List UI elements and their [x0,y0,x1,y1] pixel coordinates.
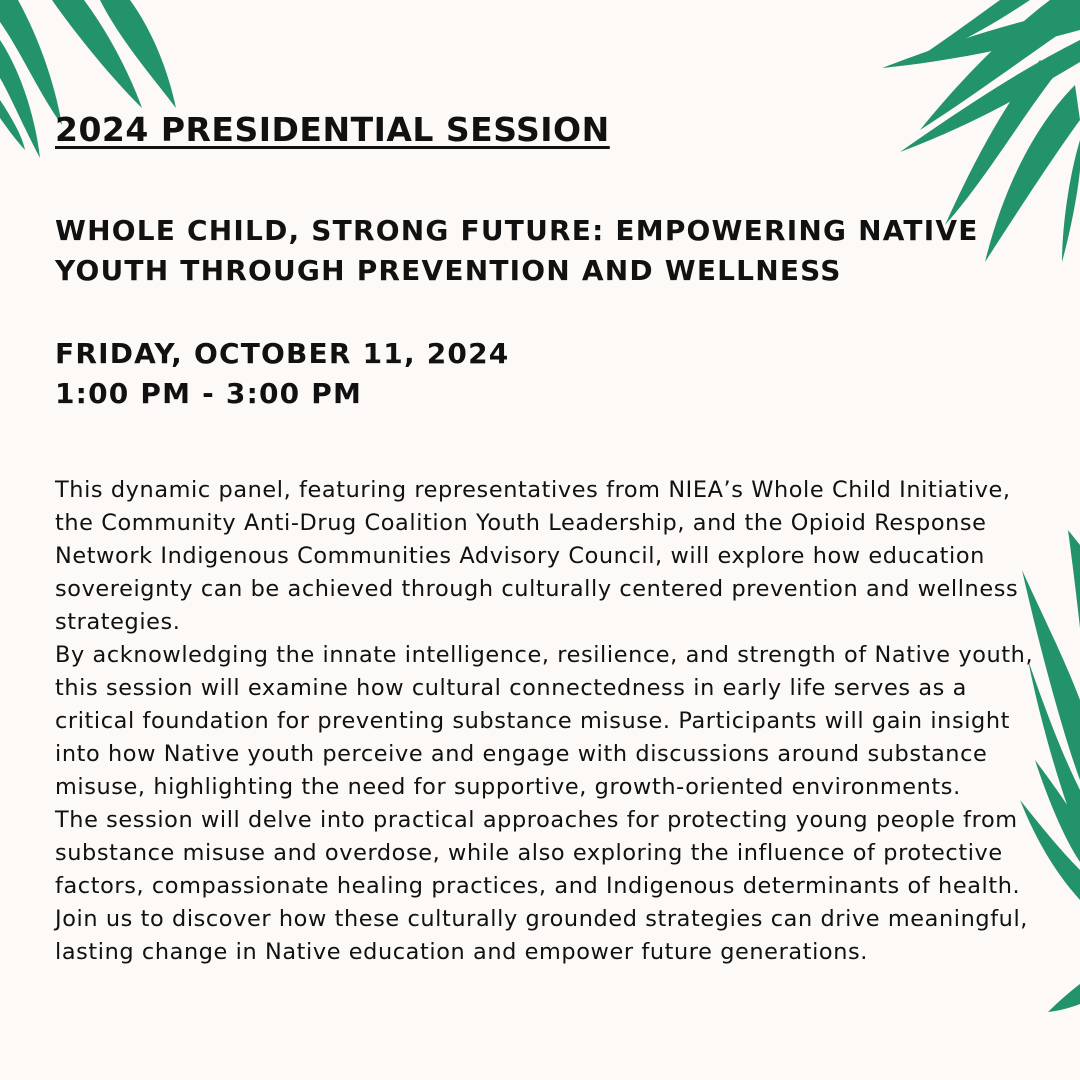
description-paragraph: This dynamic panel, featuring representatives from NIEA’s Whole Child Initiative, the Community Anti-Drug Coalition Youth Leadership, and the Opioid Response Network Indigenous Communities Advisory Council, will explore how education sovereignty can be achieved through culturally centered prevention and wellness strategies. [55,477,1019,635]
description-paragraph: The session will delve into practical approaches for protecting young people from substance misuse and overdose, while also exploring the influence of protective factors, compassionate healing practices, and Indigenous determinants of health. Join us to discover how these culturally grounded strategies can drive meaningful, lasting change in Native education and empower future generations. [55,807,1029,965]
description-paragraph: By acknowledging the innate intelligence, resilience, and strength of Native youth, this session will examine how cultural connectedness in early life serves as a critical foundation for preventing substance misuse. Participants will gain insight into how Native youth perceive and engage with discussions around substance misuse, highlighting the need for supportive, growth-oriented environments. [55,642,1034,800]
session-time: 1:00 PM - 3:00 PM [55,377,363,410]
session-title: WHOLE CHILD, STRONG FUTURE: EMPOWERING NATIVE YOUTH THROUGH PREVENTION AND WELLNESS [55,214,979,287]
session-date: FRIDAY, OCTOBER 11, 2024 [55,337,510,370]
session-label: 2024 PRESIDENTIAL SESSION [55,110,610,149]
session-description [55,474,1045,969]
